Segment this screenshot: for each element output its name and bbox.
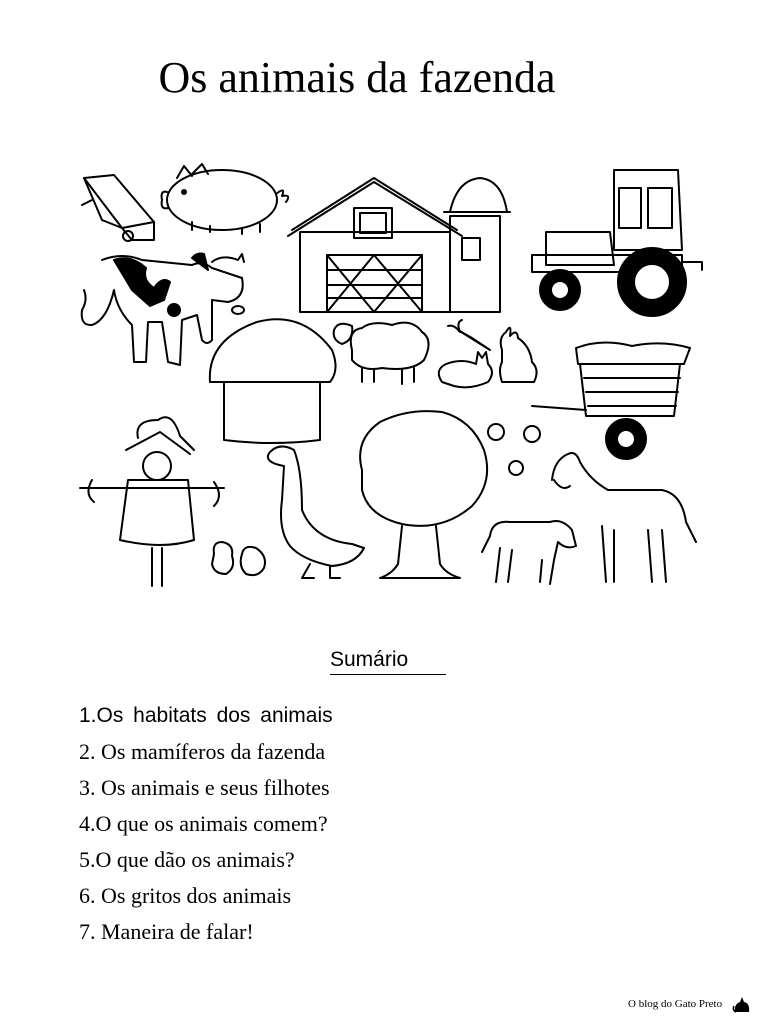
haystack-drawing (210, 319, 336, 443)
toc-item: 5.O que dão os animais? (79, 847, 295, 872)
rabbit-drawing (439, 328, 537, 388)
silo-drawing (444, 178, 510, 312)
toc-item: 2. Os mamíferos da fazenda (79, 739, 326, 764)
sheep-drawing (334, 323, 429, 384)
barn-drawing (288, 178, 462, 312)
farm-illustration (62, 150, 712, 600)
summary-heading (330, 648, 450, 672)
apples-drawing (488, 424, 540, 475)
toc-item: 1.Os habitats dos animais (79, 704, 333, 727)
toc-item: 3. Os animais e seus filhotes (79, 775, 330, 800)
toc-item: 7. Maneira de falar! (79, 919, 254, 944)
toc-item: 6. Os gritos dos animais (79, 883, 292, 908)
wheelbarrow-drawing (82, 175, 154, 241)
summary-heading-text: Sumário (330, 648, 409, 671)
chicks-drawing (212, 542, 265, 575)
foal-drawing (482, 521, 576, 584)
black-cat-icon (732, 994, 752, 1014)
toc-item: 4.O que os animais comem? (79, 811, 328, 836)
goose-drawing (268, 446, 364, 578)
tractor-drawing (532, 170, 702, 316)
hay-cart-drawing (532, 342, 690, 459)
page-title: Os animais da fazenda (158, 53, 556, 102)
table-of-contents (79, 700, 333, 952)
pig-drawing (162, 164, 289, 234)
carrot-drawing (448, 320, 490, 350)
horse-drawing (552, 453, 696, 582)
scarecrow-drawing (80, 417, 224, 586)
footer-credit: O blog do Gato Preto (628, 998, 723, 1010)
tree-drawing (360, 411, 487, 578)
summary-heading-underline (330, 674, 446, 675)
